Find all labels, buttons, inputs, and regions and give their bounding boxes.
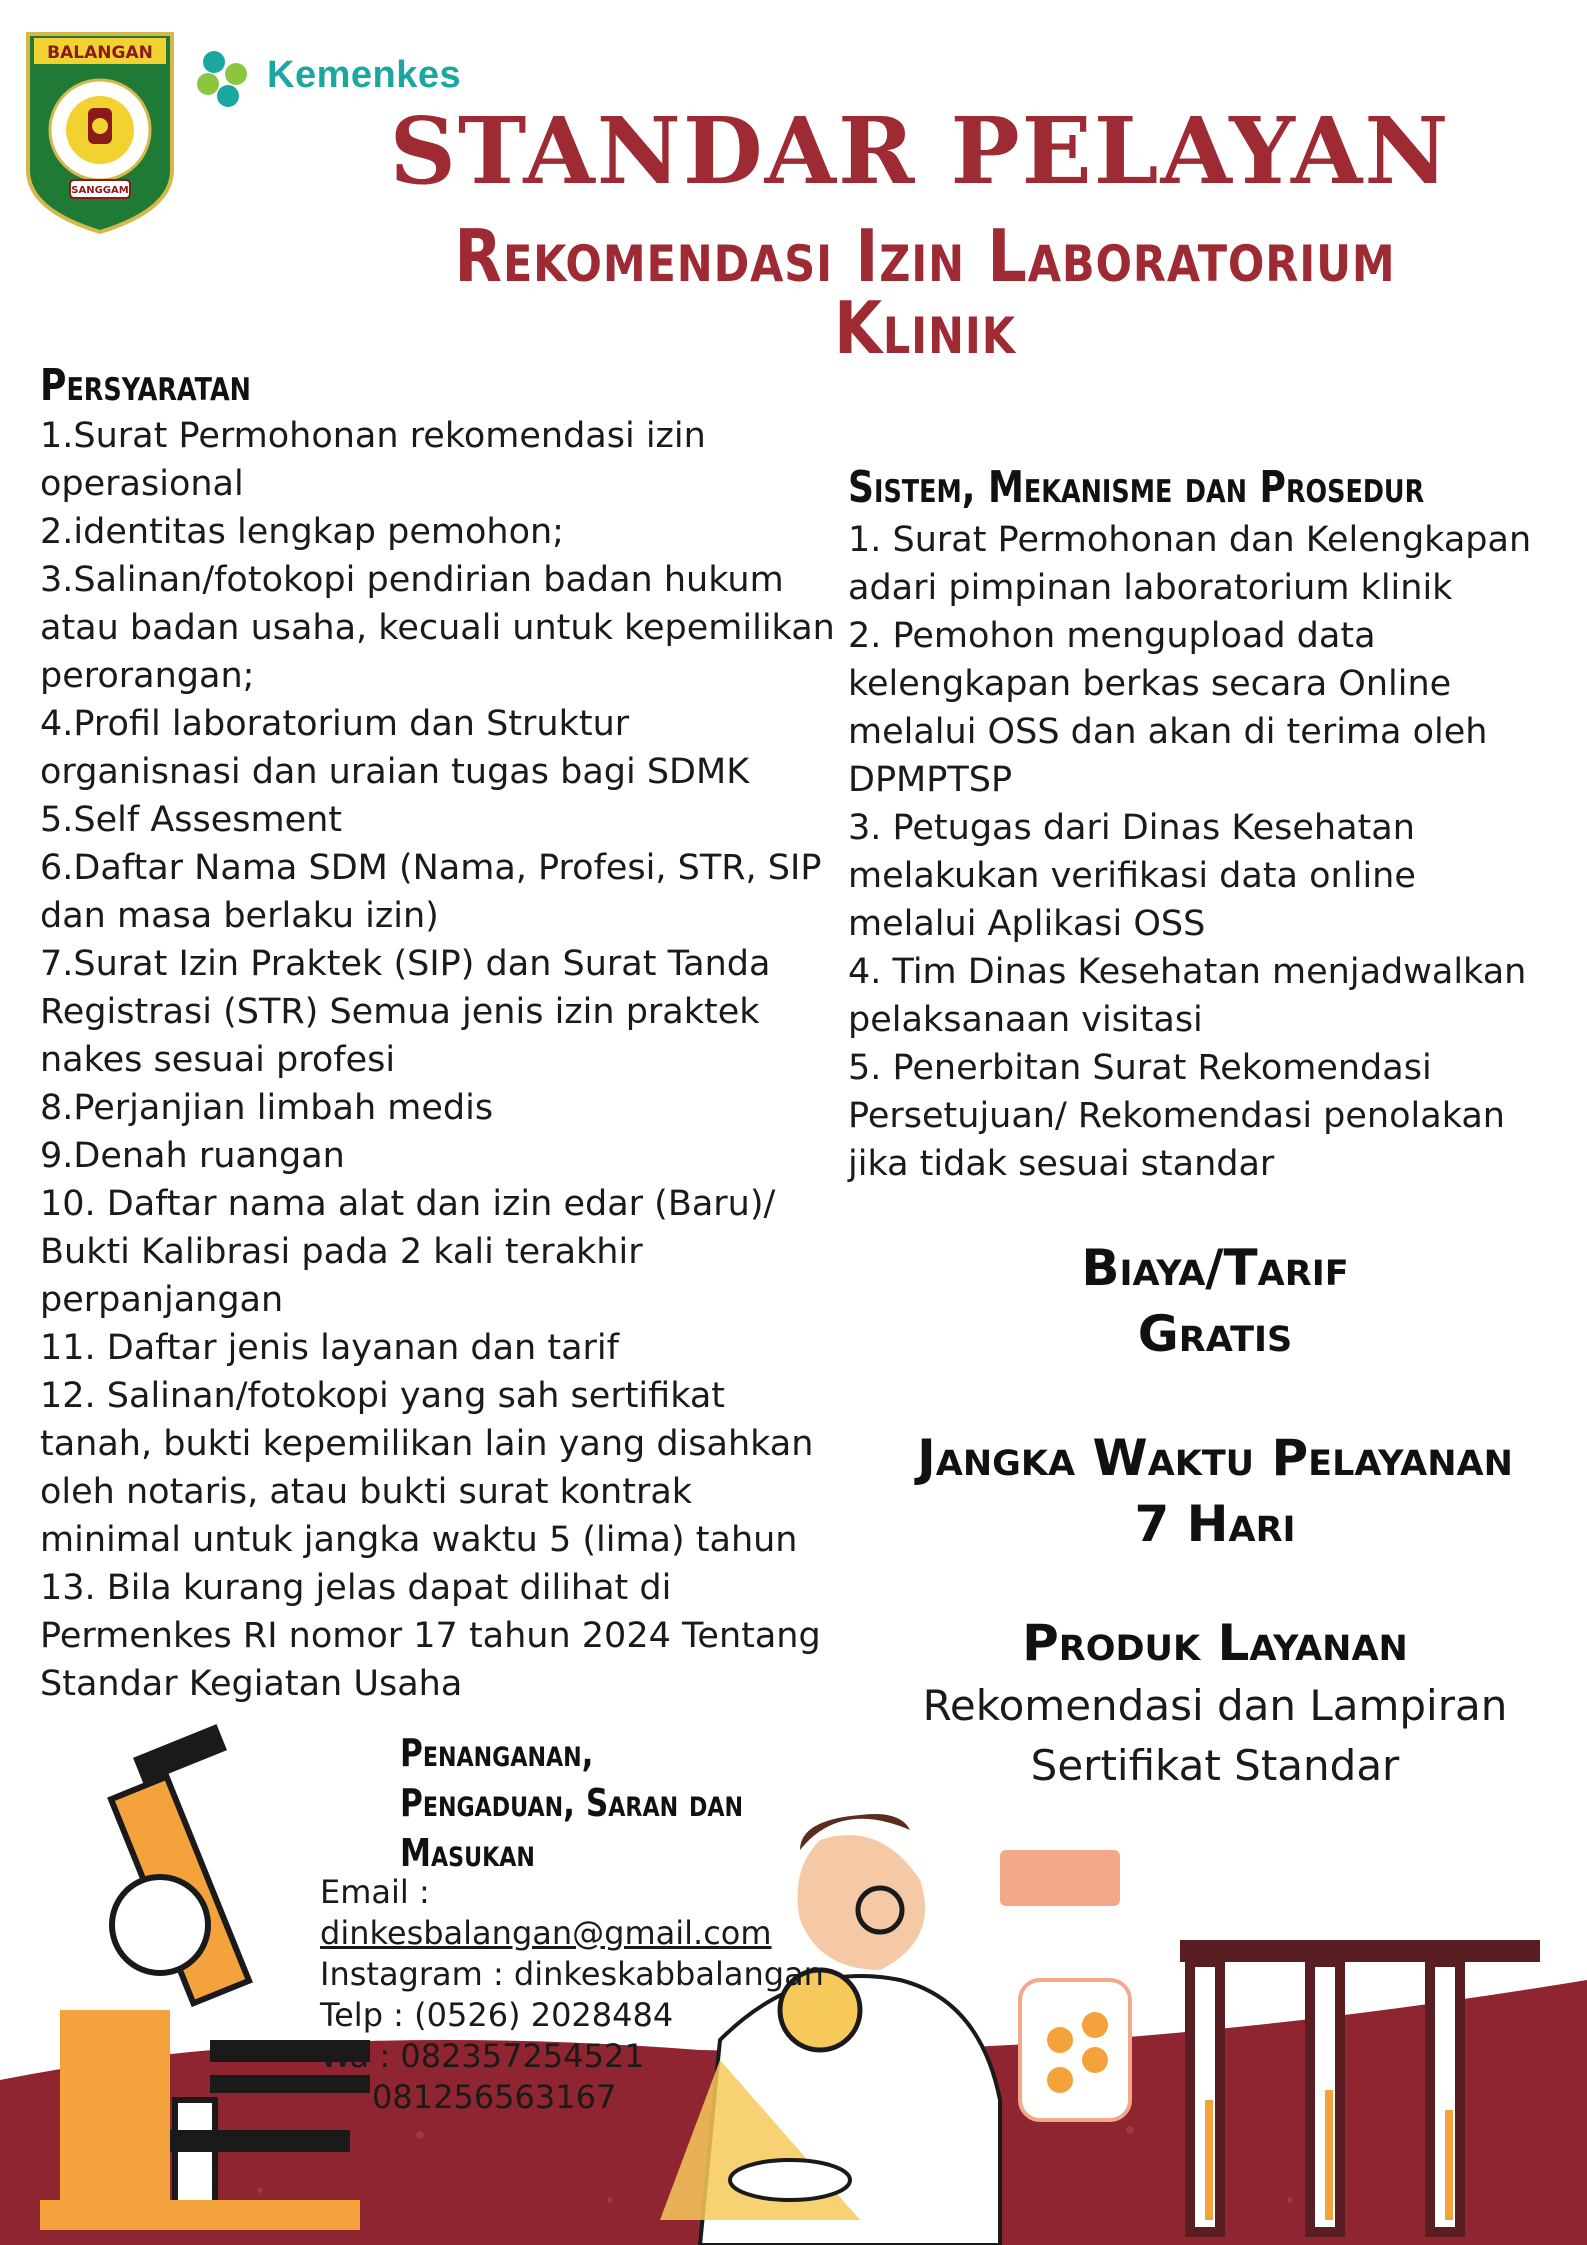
email-label: Email : [320,1873,430,1911]
duration-section [865,1425,1565,1557]
requirement-item: 10. Daftar nama alat dan izin edar (Baru)/ Bukti Kalibrasi pada 2 kali terakhir perpanjangan [40,1184,776,1320]
jar-lid [1000,1850,1120,1906]
balangan-emblem [24,30,176,236]
contact-info [320,1872,824,2118]
requirement-item: 11. Daftar jenis layanan dan tarif [40,1328,619,1368]
requirements-heading: Persyaratan [40,360,251,411]
contact-heading: Penanganan, Pengaduan, Saran dan Masukan [400,1731,744,1875]
procedure-item: 1. Surat Permohonan dan Kelengkapan adari pimpinan laboratorium klinik [848,520,1532,608]
kemenkes-icon [192,46,256,110]
requirement-item: 6.Daftar Nama SDM (Nama, Profesi, STR, SIP dan masa berlaku izin) [40,848,822,936]
requirement-item: 8.Perjanjian limbah medis [40,1088,494,1128]
requirement-item: 9.Denah ruangan [40,1136,345,1176]
email-link[interactable]: dinkesbalangan@gmail.com [320,1914,772,1952]
telp-text: Telp : (0526) 2028484 [320,1996,674,2034]
fee-value: Gratis [1137,1305,1293,1363]
procedure-heading: Sistem, Mekanisme dan Prosedur [848,462,1425,513]
svg-text:SANGGAM: SANGGAM [71,185,129,196]
product-line-1: Rekomendasi dan Lampiran [922,1681,1508,1730]
procedure-list [848,516,1538,1188]
product-line-2: Sertifikat Standar [1030,1741,1400,1790]
requirement-item: 5.Self Assesment [40,800,343,840]
product-heading: Produk Layanan [1022,1614,1408,1672]
procedure-item: 5. Penerbitan Surat Rekomendasi Persetujuan/ Rekomendasi penolakan jika tidak sesuai standar [848,1048,1505,1184]
procedure-item: 3. Petugas dari Dinas Kesehatan melakukan verifikasi data online melalui Aplikasi OSS [848,808,1416,944]
fee-section [865,1235,1565,1367]
requirement-item: 7.Surat Izin Praktek (SIP) dan Surat Tanda Registrasi (STR) Semua jenis izin praktek nakes sesuai profesi [40,944,771,1080]
svg-text:BALANGAN: BALANGAN [47,43,153,63]
fee-heading: Biaya/Tarif [1081,1239,1349,1297]
page-title: STANDAR PELAYAN [389,97,1451,205]
procedure-item: 4. Tim Dinas Kesehatan menjadwalkan pelaksanaan visitasi [848,952,1527,1040]
requirement-item: 4.Profil laboratorium dan Struktur organisnasi dan uraian tugas bagi SDMK [40,704,750,792]
requirement-item: 1.Surat Permohonan rekomendasi izin operasional [40,416,706,504]
duration-heading: Jangka Waktu Pelayanan [917,1429,1513,1487]
instagram-text: Instagram : dinkeskabbalangan [320,1955,824,1993]
requirement-item: 2.identitas lengkap pemohon; [40,512,564,552]
procedure-item: 2. Pemohon mengupload data kelengkapan berkas secara Online melalui OSS dan akan di terima oleh DPMPTSP [848,616,1488,800]
requirement-item: 13. Bila kurang jelas dapat dilihat di Permenkes RI nomor 17 tahun 2024 Tentang Standar Kegiatan Usaha [40,1568,821,1704]
requirement-item: 12. Salinan/fotokopi yang sah sertifikat tanah, bukti kepemilikan lain yang disahkan oleh notaris, atau bukti surat kontrak minimal untuk jangka waktu 5 (lima) tahun [40,1376,814,1560]
wa-text-2: 081256563167 [372,2078,617,2116]
duration-value: 7 Hari [1134,1495,1296,1553]
pill-jar [1020,1980,1130,2120]
requirements-list [40,412,840,1708]
page-subtitle: Rekomendasi Izin Laboratorium Klinik [454,214,1396,370]
wa-text-1: Wa : 082357254521 [320,2037,645,2075]
kemenkes-label: Kemenkes [267,54,462,96]
requirement-item: 3.Salinan/fotokopi pendirian badan hukum atau badan usaha, kecuali untuk kepemilikan perorangan; [40,560,835,696]
